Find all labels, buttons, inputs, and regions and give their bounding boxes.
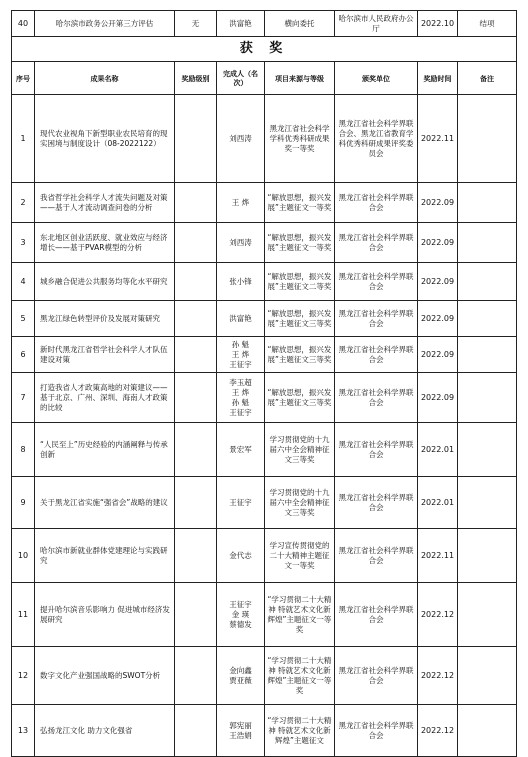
cell-date: 2022.09	[418, 223, 458, 263]
cell-no: 9	[12, 477, 35, 529]
cell-name: 现代农业视角下新型职业农民培育的现实困境与制度设计（08-2022122）	[35, 95, 175, 183]
cell-name: 城乡融合促进公共服务均等化水平研究	[35, 263, 175, 301]
table-row	[12, 183, 517, 223]
cell-remark	[458, 223, 517, 263]
cell-source: “解放思想，振兴发展”主题征文一等奖	[265, 223, 335, 263]
cell-name: 黑龙江绿色转型评价及发展对策研究	[35, 301, 175, 337]
table-row	[12, 477, 517, 529]
cell-date: 2022.12	[418, 705, 458, 757]
cell-people: 景宏军	[217, 423, 265, 477]
cell-no: 1	[12, 95, 35, 183]
cell-name: 新时代黑龙江省哲学社会科学人才队伍建设对策	[35, 337, 175, 373]
cell-source: “学习贯彻二十大精神 特就艺术文化新辉煌”主题征文一等奖	[265, 583, 335, 647]
cell-name: 数字文化产业强国战略的SWOT分析	[35, 647, 175, 705]
cell-name: 我省哲学社会科学人才流失问题及对策——基于人才流动调查问卷的分析	[35, 183, 175, 223]
awards-document	[11, 10, 516, 757]
header-no: 序号	[12, 62, 35, 95]
table-row	[12, 647, 517, 705]
cell-people: 刘西涛	[217, 95, 265, 183]
cell-source: 横向委托	[265, 11, 335, 37]
cell-no: 12	[12, 647, 35, 705]
cell-source: “解放思想，振兴发展”主题征文三等奖	[265, 373, 335, 423]
cell-name: 关于黑龙江省实施“强省会”战略的建议	[35, 477, 175, 529]
cell-level	[175, 223, 217, 263]
cell-level: 无	[175, 11, 217, 37]
cell-remark	[458, 583, 517, 647]
cell-unit: 黑龙江省社会科学界联合会	[335, 301, 418, 337]
cell-level	[175, 337, 217, 373]
cell-date: 2022.09	[418, 183, 458, 223]
cell-no: 3	[12, 223, 35, 263]
header-level: 奖励级别	[175, 62, 217, 95]
cell-no: 4	[12, 263, 35, 301]
cell-name: 打造我省人才政策高地的对策建议——基于北京、广州、深圳、海南人才政策的比较	[35, 373, 175, 423]
cell-unit: 黑龙江省社会科学界联合会	[335, 337, 418, 373]
cell-people: 李玉超 王 烨 孙 魁 王征宇	[217, 373, 265, 423]
cell-date: 2022.01	[418, 423, 458, 477]
cell-people: 郭宪丽 王浩娟	[217, 705, 265, 757]
table-row	[12, 529, 517, 583]
cell-no: 2	[12, 183, 35, 223]
cell-unit: 黑龙江省社会科学界联合会	[335, 423, 418, 477]
cell-level	[175, 373, 217, 423]
table-row	[12, 337, 517, 373]
header-source: 项目来源与等级	[265, 62, 335, 95]
cell-no: 13	[12, 705, 35, 757]
cell-date: 2022.09	[418, 263, 458, 301]
cell-people: 张小锋	[217, 263, 265, 301]
cell-people: 金代志	[217, 529, 265, 583]
cell-remark: 结项	[458, 11, 517, 37]
cell-name: 哈尔滨市新就业群体党建理论与实践研究	[35, 529, 175, 583]
cell-source: 学习贯彻党的十九届六中全会精神征文三等奖	[265, 423, 335, 477]
cell-source: “解放思想，振兴发展”主题征文三等奖	[265, 337, 335, 373]
cell-level	[175, 263, 217, 301]
cell-unit: 黑龙江省社会科学界联合会、黑龙江省教育学科优秀科研成果评奖委员会	[335, 95, 418, 183]
cell-unit: 黑龙江省社会科学界联合会	[335, 477, 418, 529]
cell-name: 东北地区创业活跃度、就业效应与经济增长——基于PVAR模型的分析	[35, 223, 175, 263]
header-name: 成果名称	[35, 62, 175, 95]
cell-source: “解放思想，振兴发展”主题征文三等奖	[265, 301, 335, 337]
cell-people: 洪富艳	[217, 301, 265, 337]
cell-remark	[458, 373, 517, 423]
cell-remark	[458, 263, 517, 301]
cell-people: 王征宇 金 瑛 蔡德发	[217, 583, 265, 647]
cell-name: “人民至上”历史经验的内涵阐释与传承创新	[35, 423, 175, 477]
cell-unit: 黑龙江省社会科学界联合会	[335, 373, 418, 423]
cell-name: 提升哈尔滨音乐影响力 促进城市经济发展研究	[35, 583, 175, 647]
cell-level	[175, 477, 217, 529]
cell-name: 哈尔滨市政务公开第三方评估	[35, 11, 175, 37]
cell-remark	[458, 423, 517, 477]
cell-remark	[458, 477, 517, 529]
cell-date: 2022.11	[418, 529, 458, 583]
cell-unit: 黑龙江省社会科学界联合会	[335, 583, 418, 647]
table-row	[12, 373, 517, 423]
awards-table	[11, 10, 517, 757]
cell-remark	[458, 95, 517, 183]
cell-date: 2022.09	[418, 373, 458, 423]
cell-unit: 黑龙江省社会科学界联合会	[335, 529, 418, 583]
cell-no: 11	[12, 583, 35, 647]
cell-no: 40	[12, 11, 35, 37]
cell-remark	[458, 529, 517, 583]
table-row	[12, 95, 517, 183]
cell-name: 弘扬龙江文化 助力文化强省	[35, 705, 175, 757]
header-row	[12, 62, 517, 95]
cell-level	[175, 529, 217, 583]
cell-date: 2022.12	[418, 647, 458, 705]
section-title: 获 奖	[12, 37, 517, 62]
cell-source: 学习贯彻党的十九届六中全会精神征文三等奖	[265, 477, 335, 529]
cell-level	[175, 423, 217, 477]
cell-unit: 黑龙江省社会科学界联合会	[335, 183, 418, 223]
header-people: 完成人（名次）	[217, 62, 265, 95]
cell-no: 10	[12, 529, 35, 583]
table-row	[12, 705, 517, 757]
table-row	[12, 263, 517, 301]
cell-no: 5	[12, 301, 35, 337]
table-row	[12, 301, 517, 337]
cell-source: “学习贯彻二十大精神 特就艺术文化新辉煌”主题征文	[265, 705, 335, 757]
header-unit: 颁奖单位	[335, 62, 418, 95]
cell-no: 8	[12, 423, 35, 477]
cell-no: 7	[12, 373, 35, 423]
cell-remark	[458, 183, 517, 223]
cell-date: 2022.11	[418, 95, 458, 183]
cell-no: 6	[12, 337, 35, 373]
cell-unit: 黑龙江省社会科学界联合会	[335, 705, 418, 757]
cell-people: 孙 魁 王 烨 王征宇	[217, 337, 265, 373]
cell-people: 王 烨	[217, 183, 265, 223]
cell-unit: 黑龙江省社会科学界联合会	[335, 223, 418, 263]
cell-remark	[458, 705, 517, 757]
cell-level	[175, 183, 217, 223]
cell-people: 刘西涛	[217, 223, 265, 263]
table-row	[12, 223, 517, 263]
table-row	[12, 423, 517, 477]
cell-source: “解放思想，振兴发展”主题征文二等奖	[265, 263, 335, 301]
cell-level	[175, 647, 217, 705]
section-title-row	[12, 37, 517, 62]
header-date: 奖励时间	[418, 62, 458, 95]
cell-remark	[458, 301, 517, 337]
cell-people: 王征宇	[217, 477, 265, 529]
cell-source: 黑龙江省社会科学学科优秀科研成果奖一等奖	[265, 95, 335, 183]
cell-date: 2022.01	[418, 477, 458, 529]
cell-people: 金向鑫 贾亚薇	[217, 647, 265, 705]
cell-source: “解放思想，振兴发展”主题征文一等奖	[265, 183, 335, 223]
header-remark: 备注	[458, 62, 517, 95]
cell-level	[175, 95, 217, 183]
cell-remark	[458, 647, 517, 705]
cell-source: “学习贯彻二十大精神 特就艺术文化新辉煌”主题征文一等奖	[265, 647, 335, 705]
table-row	[12, 583, 517, 647]
cell-unit: 黑龙江省社会科学界联合会	[335, 647, 418, 705]
cell-people: 洪富艳	[217, 11, 265, 37]
cell-remark	[458, 337, 517, 373]
cell-unit: 黑龙江省社会科学界联合会	[335, 263, 418, 301]
cell-date: 2022.12	[418, 583, 458, 647]
cell-unit: 哈尔滨市人民政府办公厅	[335, 11, 418, 37]
prior-section-row	[12, 11, 517, 37]
cell-date: 2022.09	[418, 301, 458, 337]
cell-level	[175, 583, 217, 647]
cell-level	[175, 705, 217, 757]
cell-date: 2022.09	[418, 337, 458, 373]
cell-source: 学习宣传贯彻党的二十大精神主题征文一等奖	[265, 529, 335, 583]
cell-date: 2022.10	[418, 11, 458, 37]
cell-level	[175, 301, 217, 337]
